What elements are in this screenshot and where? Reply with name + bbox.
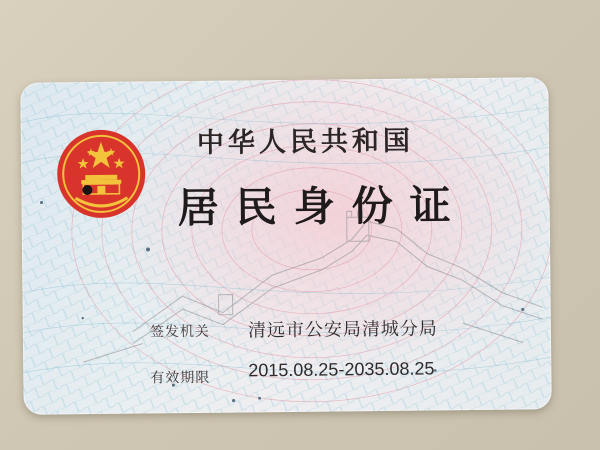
id-card-back (20, 77, 551, 415)
validity-period-label: 有效期限 (150, 369, 211, 387)
country-title: 中华人民共和国 (196, 125, 415, 159)
national-emblem-icon (53, 127, 150, 220)
validity-period-value: 2015.08.25-2035.08.25 (248, 358, 435, 381)
card-title: 居民身份证 (177, 181, 468, 233)
issuing-authority-value: 清远市公安局清城分局 (247, 318, 438, 341)
issuing-authority-label: 签发机关 (149, 323, 210, 341)
